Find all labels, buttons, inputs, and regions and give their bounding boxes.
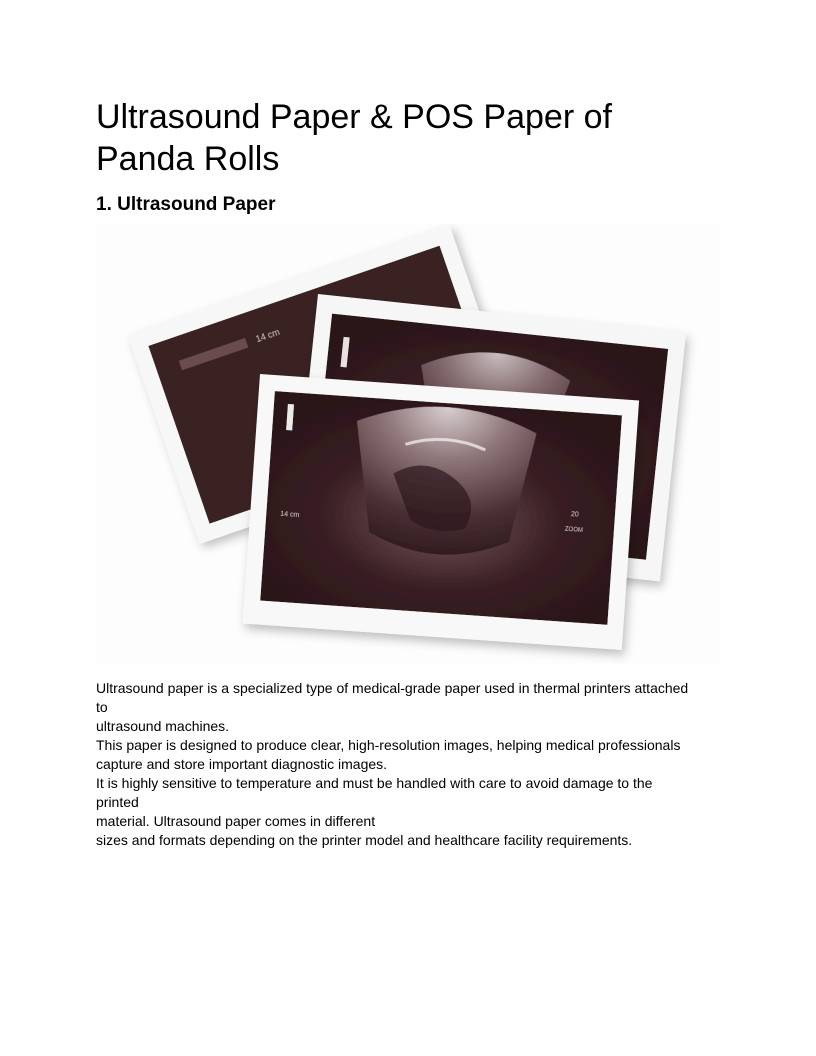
paragraph-line: sizes and formats depending on the printer model and healthcare facility requirements. — [96, 832, 633, 848]
section-heading: 1. Ultrasound Paper — [96, 194, 276, 215]
paragraph-line: printed — [96, 794, 139, 810]
ultrasound-prints-illustration — [96, 224, 720, 664]
paragraph-line: This paper is designed to produce clear, high-resolution images, helping medical professionals — [96, 737, 681, 753]
paragraph-line: ultrasound machines. — [96, 718, 230, 734]
paragraph-line: capture and store important diagnostic images. — [96, 756, 388, 772]
paragraph-line: Ultrasound paper is a specialized type of medical-grade paper used in thermal printers attached — [96, 680, 689, 696]
svg-text:20: 20 — [570, 511, 579, 519]
body-paragraph — [96, 679, 720, 850]
paragraph-line: It is highly sensitive to temperature and must be handled with care to avoid damage to the — [96, 775, 653, 791]
svg-text:ZOOM: ZOOM — [564, 526, 584, 534]
paragraph-line: to — [96, 699, 108, 715]
paragraph-line: material. Ultrasound paper comes in different — [96, 813, 376, 829]
document-title: Ultrasound Paper & POS Paper of Panda Rolls — [96, 98, 612, 178]
ultrasound-prints-image — [96, 224, 720, 664]
svg-text:14 cm: 14 cm — [254, 326, 281, 345]
front-print — [243, 374, 640, 650]
svg-text:14 cm: 14 cm — [280, 510, 300, 520]
